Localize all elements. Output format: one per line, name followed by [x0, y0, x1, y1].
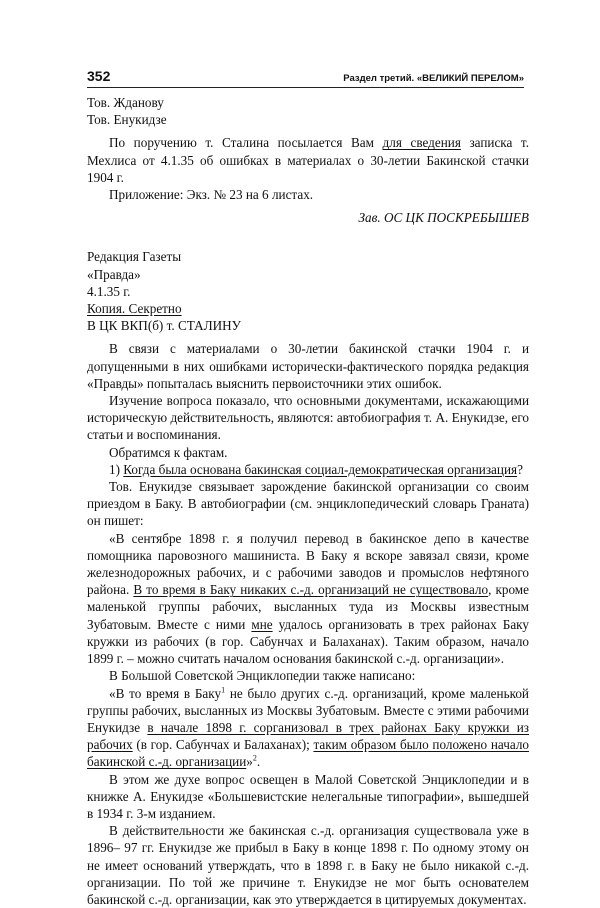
memo-paragraph-5: В Большой Советской Энциклопедии также написано: [109, 668, 416, 684]
addressee-zhdanov: Тов. Жданову [87, 95, 164, 110]
memo-paragraph-4: Тов. Енукидзе связывает зарождение бакинской организации со своим приездом в Баку. В автобиографии (см. энциклопедический словарь Граната) он пишет: [87, 479, 529, 529]
memo-paragraph-7: В действительности же бакинская с.-д. организация существовала уже в 1896– 97 гг. Енукидзе же прибыл в Баку в конце 1898 г. По одному этому он не имеет оснований утверждать, что в 1898 г. в Баку не было никакой с.-д. организации. По той же причине т. Енукидзе не мог быть основателем бакинской с.-д. организации, как это утверждается в цитируемых документах. [87, 823, 529, 907]
copy-mark: Копия. Секретно [87, 301, 182, 317]
attachment-line: Приложение: Экз. № 23 на 6 листах. [109, 187, 314, 203]
quote-autobiography: «В сентябре 1898 г. я получил перевод в бакинское депо в качестве помощника паровозного машиниста. В Баку я вскоре завязал связи, кроме железнодорожных рабочих, и с рабочими заводов и промыслов нефтяного района. В то время в Баку никаких с.-д. организаций не существовало, кроме маленькой группы рабочих, высланных туда из Москвы известным Зубатовым. Вместе с ними мне удалось организовать в трех районах Баку кружки из рабочих (в гор. Сабунчах и Балаханах). Таким образом, начало 1899 г. – можно считать началом основания бакинской с.-д. организации». [87, 530, 530, 667]
memo-paragraph-3: Обратимся к фактам. [109, 444, 228, 460]
underlined-phrase: для сведения [382, 135, 461, 151]
signature-line: Зав. ОС ЦК ПОСКРЕБЫШЕВ [358, 210, 529, 226]
memo-paragraph-6: В этом же духе вопрос освещен в Малой Советской Энциклопедии и в книжке А. Енукидзе «Большевистские нелегальные типографии», вышедшей в 1934 г. 3-м изданием. [87, 771, 529, 821]
page-body [87, 94, 529, 908]
sender-line-2: «Правда» [87, 266, 141, 282]
page-number: 352 [87, 68, 111, 84]
cover-note-paragraph: По поручению т. Сталина посылается Вам для сведения записка т. Мехлиса от 4.1.35 об ошибках в материалах о 30-летии Бакинской стачки 1904 г. [87, 135, 529, 185]
quote-encyclopedia: «В то время в Баку$^1$ не было других с.-д. организаций, кроме маленькой группы рабочих, высланных из Москвы Зубатовым. Вместе с этими рабочими Енукидзе в начале 1898 г. сорганизовал в трех районах Баку кружки из рабочих (в гор. Сабунчах и Балаханах); таким образом было положено начало бакинской с.-д. организации»$^2$. [87, 685, 529, 770]
memo-addressee: В ЦК ВКП(б) т. СТАЛИНУ [87, 318, 242, 334]
addressee-enukidze: Тов. Енукидзе [87, 112, 167, 128]
footnote-ref-2: 2 [252, 753, 257, 763]
question-heading: 1) Когда была основана бакинская социал-демократическая организация? [109, 461, 523, 477]
sender-line-1: Редакция Газеты [87, 249, 182, 265]
memo-date: 4.1.35 г. [87, 283, 131, 299]
page-header [87, 68, 524, 88]
memo-paragraph-2: Изучение вопроса показало, что основными документами, искажающими историческую действительность, являются: автобиография т. А. Енукидзе, его статьи и воспоминания. [87, 393, 529, 443]
running-title: Раздел третий. «ВЕЛИКИЙ ПЕРЕЛОМ» [343, 73, 524, 84]
memo-paragraph-1: В связи с материалами о 30-летии бакинской стачки 1904 г. и допущенными в них ошибками исторически-фактического порядка редакция «Правды» попыталась выяснить первоисточники этих ошибок. [87, 341, 529, 391]
footnote-ref-1: 1 [221, 685, 226, 695]
